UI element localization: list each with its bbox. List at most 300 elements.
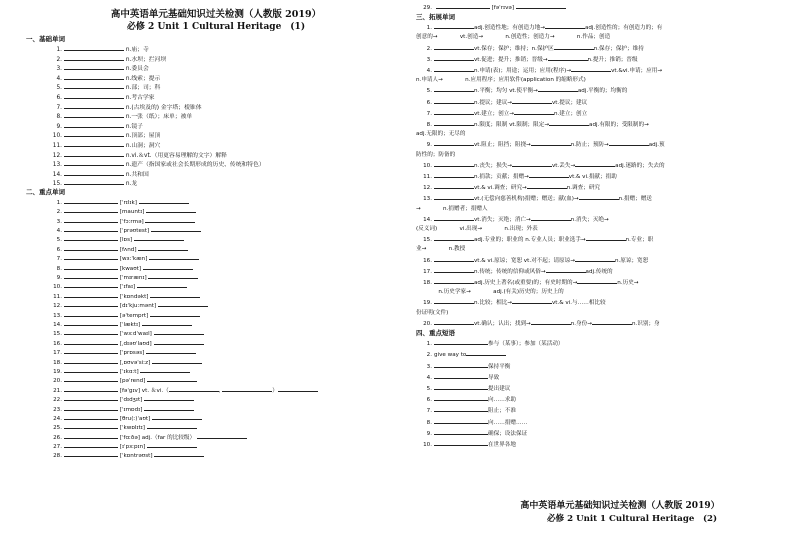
list-item [26, 310, 382, 319]
answer-blank[interactable] [64, 366, 118, 373]
answer-blank[interactable] [434, 193, 474, 200]
answer-blank[interactable] [512, 160, 552, 167]
answer-blank[interactable] [434, 43, 474, 50]
answer-blank[interactable] [146, 206, 196, 213]
answer-blank[interactable] [147, 422, 197, 429]
answer-blank[interactable] [531, 139, 571, 146]
answer-blank[interactable] [64, 394, 118, 401]
answer-blank[interactable] [434, 383, 488, 390]
clue-text: n.提升；推销；晋级 [587, 56, 638, 63]
item-number: 10. [423, 441, 432, 448]
item-number: 8. [56, 114, 62, 121]
answer-blank[interactable] [64, 169, 124, 176]
item-number: 14. [52, 171, 62, 178]
phrase-text: 向……求助 [488, 397, 516, 404]
answer-blank[interactable] [158, 300, 208, 307]
answer-blank[interactable] [434, 394, 488, 401]
item-number: 7. [56, 256, 62, 263]
item-number: 5. [426, 88, 432, 95]
list-item [416, 428, 782, 439]
answer-blank[interactable] [64, 291, 118, 298]
answer-blank[interactable] [434, 297, 474, 304]
item-number: 3. [426, 56, 432, 63]
answer-blank[interactable] [531, 318, 571, 325]
answer-blank[interactable] [144, 394, 194, 401]
phonetic: [ˈɪfaɪ] [119, 284, 136, 291]
clue-text: adj.有限的；受限制的→ [589, 122, 649, 129]
answer-blank[interactable] [548, 54, 588, 61]
answer-blank[interactable] [64, 338, 118, 345]
answer-blank[interactable] [64, 111, 124, 118]
answer-blank[interactable] [64, 244, 118, 251]
answer-blank[interactable] [152, 357, 202, 364]
item-number: 15. [52, 181, 62, 188]
answer-blank[interactable] [64, 102, 124, 109]
item-number: 5. [56, 85, 62, 92]
answer-blank[interactable] [64, 130, 124, 137]
definition-text: n.考古学家 [125, 94, 155, 101]
clue-text: n.调查；研究 [566, 185, 601, 192]
list-item [416, 439, 782, 450]
list-item [26, 244, 382, 253]
phrase-text: 保持平衡 [488, 363, 511, 370]
phrase-text: 参与（某事）；参加（某活动） [488, 341, 564, 348]
list-item [26, 347, 382, 356]
answer-blank[interactable] [64, 150, 124, 157]
clue-text: vt.消失；灭绝；消亡→ [474, 216, 531, 223]
answer-blank[interactable] [434, 171, 474, 178]
list-item-continuation: 防性的；防备的 [416, 151, 456, 158]
answer-blank[interactable] [514, 108, 554, 115]
clue-text: adj.专业的；职业的 n.专业人员；职业选手→ [474, 237, 586, 244]
answer-blank[interactable] [434, 54, 474, 61]
answer-blank[interactable] [545, 22, 585, 29]
answer-blank[interactable] [64, 63, 124, 70]
answer-blank[interactable] [64, 73, 124, 80]
answer-blank[interactable] [434, 318, 474, 325]
list-item [26, 234, 382, 243]
phonetic: [fʌnd] [119, 246, 137, 253]
definition-text: n.水坝；拦河坝 [125, 56, 167, 63]
clue-text: adj.创造性的；有创造力的；有 [584, 25, 663, 32]
list-item [26, 130, 382, 140]
list-item [416, 361, 782, 372]
list-item [26, 225, 382, 234]
item-number: 14. [53, 321, 62, 328]
answer-blank[interactable] [575, 255, 615, 262]
answer-blank[interactable] [434, 65, 474, 72]
phrase-text: give way to [434, 352, 467, 359]
list-item [26, 111, 382, 121]
answer-blank[interactable] [64, 432, 118, 439]
answer-blank[interactable] [139, 197, 189, 204]
answer-blank[interactable] [434, 85, 474, 92]
answer-blank[interactable] [466, 349, 506, 356]
answer-blank[interactable] [434, 22, 474, 29]
answer-blank[interactable] [516, 2, 566, 9]
answer-blank[interactable] [64, 121, 124, 128]
answer-blank[interactable] [64, 404, 118, 411]
phonetic: [ˈwɜːdˈwaɪl] [119, 331, 152, 338]
clue-text: adj.预 [648, 142, 665, 149]
answer-blank[interactable] [134, 234, 184, 241]
list-item [416, 65, 782, 76]
answer-blank[interactable] [149, 253, 199, 260]
answer-blank[interactable] [64, 178, 124, 185]
list-item [26, 169, 382, 179]
list-item-continuation: n.申请人→ n.应用程序；应用软件(application 的缩略形式) [416, 77, 586, 84]
clue-text: n.比较；相比→ [474, 300, 512, 307]
answer-blank[interactable] [154, 328, 204, 335]
answer-blank[interactable] [434, 338, 488, 345]
list-item [416, 383, 782, 394]
answer-blank[interactable] [138, 244, 188, 251]
definition-text: n.山洞；洞穴 [125, 142, 161, 149]
answer-blank[interactable] [144, 404, 194, 411]
answer-blank[interactable] [64, 54, 124, 61]
answer-blank[interactable] [64, 253, 118, 260]
answer-blank[interactable] [64, 197, 118, 204]
answer-blank[interactable] [434, 182, 474, 189]
item-number: 4. [426, 68, 432, 75]
list-item [416, 182, 782, 193]
answer-blank[interactable] [64, 272, 118, 279]
answer-blank[interactable] [434, 139, 474, 146]
clue-text: vt.建立；创立→ [474, 110, 514, 117]
item-number: 18. [423, 280, 432, 287]
item-number: 9. [56, 275, 62, 282]
clue-text: n.消失；灭绝→ [570, 216, 609, 223]
answer-blank[interactable] [434, 160, 474, 167]
clue-text: vt.丢失→ [551, 162, 576, 169]
item-number: 2. [56, 209, 62, 216]
list-item-continuation: 创意的→ vt.创造→ n.创造性；创造力→ n.作品；创造 [416, 34, 611, 41]
answer-blank[interactable] [434, 108, 474, 115]
answer-blank[interactable] [575, 160, 615, 167]
list-item [416, 139, 782, 150]
phonetic: [ˈkwɒlɪtɪ] [119, 425, 145, 432]
clue-text: vt.促进；提升；推销；晋级→ [474, 56, 548, 63]
answer-blank[interactable] [151, 225, 201, 232]
phrase-text: 确保；设法保证 [488, 430, 528, 437]
clue-text: n.申请(表)；用途；运用；应用(程序)→ [474, 68, 572, 75]
answer-blank[interactable] [538, 85, 578, 92]
phonetic: [θru(ː)ˈaʊt] [119, 415, 151, 422]
phonetic: [ˈprɒsəs] [119, 350, 145, 357]
answer-blank[interactable] [222, 385, 272, 392]
item-number: 13. [52, 162, 62, 169]
phonetic: [lɒs] [119, 237, 133, 244]
definition-text: n.共和国 [125, 171, 149, 178]
answer-blank[interactable] [64, 300, 118, 307]
item-number: 7. [56, 104, 62, 111]
definition-text: n.委员会 [125, 66, 149, 73]
footer-title: 高中英语单元基础知识过关检测（人教版 2019） [520, 501, 720, 511]
answer-blank[interactable] [571, 65, 611, 72]
clue-text: n.平衡；均匀 vt.使平衡→ [474, 88, 538, 95]
phonetic: [ˈɪmɒdɪ] [119, 406, 143, 413]
right-column [416, 2, 782, 450]
item-number: 10. [52, 133, 62, 140]
answer-blank[interactable] [140, 366, 190, 373]
phonetic: [fəˈgɪv] vt. ＆vi.（ [119, 387, 169, 394]
answer-blank[interactable] [64, 159, 124, 166]
clue-text: n.原谅；宽恕 [614, 257, 649, 264]
list-item [26, 63, 382, 73]
answer-blank[interactable] [512, 297, 552, 304]
item-number: 16. [423, 257, 432, 264]
item-number: 4. [56, 75, 62, 82]
item-29-list [416, 2, 782, 13]
list-item [416, 405, 782, 416]
answer-blank[interactable] [434, 428, 488, 435]
list-item [416, 318, 782, 329]
clue-text: adj.平衡的；均衡的 [577, 88, 628, 95]
item-number: 13. [53, 312, 62, 319]
answer-blank[interactable] [142, 319, 192, 326]
answer-blank[interactable] [434, 234, 474, 241]
list-item [416, 193, 782, 204]
list-item [26, 54, 382, 64]
answer-blank[interactable] [154, 338, 204, 345]
clue-text: vt.确认；认出；找到→ [474, 320, 531, 327]
list-item [26, 102, 382, 112]
answer-blank[interactable] [150, 310, 200, 317]
answer-blank[interactable] [64, 385, 118, 392]
phonetic: [ɪˈpɜːpɪn] [119, 444, 146, 451]
answer-blank[interactable] [434, 97, 474, 104]
item-number: 11. [52, 142, 62, 149]
clue-text: adj.迷路的；失去的 [615, 162, 665, 169]
list-item-continuation: 业→ n.教授 [416, 246, 466, 253]
answer-blank[interactable] [64, 319, 118, 326]
answer-blank[interactable] [64, 206, 118, 213]
item-number: 12. [53, 303, 62, 310]
answer-blank[interactable] [546, 266, 586, 273]
item-number: 4. [426, 374, 432, 381]
clue-text: n.捐赠；赠送 [618, 196, 652, 203]
extended-words-list [416, 22, 782, 329]
item-number: 11. [423, 174, 432, 181]
item-number: 10. [423, 162, 432, 169]
list-item [26, 422, 382, 431]
page-subtitle: 必修 2 Unit 1 Cultural Heritage (1) [126, 22, 306, 32]
phonetic: [wɜːˈkæn] [119, 256, 148, 263]
answer-blank[interactable] [434, 255, 474, 262]
definition-text: n.一张（纸）；床单；被单 [125, 114, 193, 121]
item-number: 4. [56, 228, 62, 235]
answer-blank[interactable] [64, 441, 118, 448]
item-number: 7. [426, 408, 432, 415]
phonetic: [ˈdɪdʒɪt] [119, 397, 143, 404]
item-number: 22. [53, 397, 62, 404]
list-item [416, 277, 782, 288]
item-number: 2. [426, 45, 432, 52]
answer-blank[interactable] [434, 417, 488, 424]
item-number: 8. [426, 419, 432, 426]
answer-blank[interactable] [64, 450, 118, 457]
clue-text: adj.历史上著名(或重要)的；有史时期的→ [474, 280, 578, 287]
definition-text: n.线索；提示 [125, 75, 161, 82]
list-item [26, 357, 382, 366]
item-number: 12. [52, 152, 62, 159]
list-item [416, 214, 782, 225]
section-key-phrases-heading: 四、重点短语 [416, 329, 455, 338]
answer-blank[interactable] [586, 234, 626, 241]
answer-blank[interactable] [64, 216, 118, 223]
phonetic: [əˈtemprt] [119, 312, 149, 319]
list-item [26, 140, 382, 150]
answer-blank[interactable] [434, 361, 488, 368]
key-words-list [26, 197, 382, 460]
answer-blank[interactable] [64, 140, 124, 147]
answer-blank[interactable] [146, 347, 196, 354]
clue-text: adj.传统的 [585, 268, 613, 275]
answer-blank[interactable] [64, 281, 118, 288]
answer-blank[interactable] [145, 216, 195, 223]
item-number: 29. [423, 5, 432, 11]
list-item [26, 44, 382, 54]
answer-blank[interactable] [152, 413, 202, 420]
section-basic-words-heading: 一、基础单词 [26, 35, 65, 43]
list-item [26, 394, 382, 403]
item-number: 15. [423, 237, 432, 244]
phonetic: [fəˈrɪvə] [491, 5, 515, 11]
answer-blank[interactable] [64, 92, 124, 99]
clue-text: vt.(无偿向慈善机构)捐赠；赠送；献(血)→ [474, 196, 579, 203]
phonetic: [mauntɪ] [119, 209, 145, 216]
phonetic: [pəˈrend] [119, 378, 146, 385]
phonetic: [ˈkɒndəkt] [119, 293, 149, 300]
phonetic: [ˌdɪəʊˈlaʊd] [119, 340, 152, 347]
answer-blank[interactable] [169, 385, 219, 392]
answer-blank[interactable] [64, 328, 118, 335]
clue-text: vt.& vi.与……相比较 [551, 300, 606, 307]
clue-text: n.专业；职 [625, 237, 654, 244]
answer-blank[interactable] [64, 310, 118, 317]
key-phrases-list [416, 338, 782, 450]
phonetic: [ˈprəʊtest] [119, 228, 150, 235]
answer-blank[interactable] [531, 214, 571, 221]
answer-blank[interactable] [554, 43, 594, 50]
phrase-text: 阻止；不准 [488, 408, 516, 415]
answer-blank[interactable] [278, 385, 318, 392]
answer-blank[interactable] [64, 82, 124, 89]
answer-blank[interactable] [150, 291, 200, 298]
list-item [26, 92, 382, 102]
list-item [416, 349, 782, 360]
answer-blank[interactable] [592, 318, 632, 325]
list-item [416, 372, 782, 383]
answer-blank[interactable] [154, 450, 204, 457]
list-item [26, 253, 382, 262]
list-item [26, 432, 382, 441]
answer-blank[interactable] [137, 281, 187, 288]
phonetic: [ˈfɔːrmə] [119, 218, 144, 225]
phonetic: [ˈrɪlɪk] [119, 199, 137, 206]
list-item [416, 108, 782, 119]
clue-text: vt.提议；建议 [551, 99, 588, 106]
list-item [416, 266, 782, 277]
list-item [26, 404, 382, 413]
answer-blank[interactable] [64, 413, 118, 420]
footer-subtitle: 必修 2 Unit 1 Cultural Heritage (2) [546, 514, 718, 524]
item-number: 1. [426, 341, 432, 348]
answer-blank[interactable] [436, 2, 490, 9]
answer-blank[interactable] [64, 347, 118, 354]
phonetic: [ˈlæktɪ] [119, 321, 141, 328]
answer-blank[interactable] [434, 214, 474, 221]
answer-blank[interactable] [609, 139, 649, 146]
phrase-text: 导致 [488, 374, 500, 381]
answer-blank[interactable] [579, 193, 619, 200]
item-number: 11. [53, 293, 62, 300]
list-item [26, 291, 382, 300]
answer-blank[interactable] [527, 182, 567, 189]
answer-blank[interactable] [434, 439, 488, 446]
item-number: 27. [53, 444, 62, 451]
answer-blank[interactable] [143, 263, 193, 270]
phonetic: [dɪˈkjuːmənt] [119, 303, 157, 310]
list-item [416, 54, 782, 65]
list-item [26, 73, 382, 83]
item-number: 20. [423, 320, 432, 327]
item-number: 10. [53, 284, 62, 291]
answer-blank[interactable] [549, 119, 589, 126]
phonetic: [ˈmɪrænɪ] [119, 275, 147, 282]
item-number: 3. [56, 218, 62, 225]
list-item [416, 43, 782, 54]
answer-blank[interactable] [197, 432, 247, 439]
answer-blank[interactable] [434, 266, 474, 273]
answer-blank[interactable] [434, 372, 488, 379]
answer-blank[interactable] [577, 277, 617, 284]
answer-blank[interactable] [434, 119, 474, 126]
answer-blank[interactable] [148, 272, 198, 279]
list-item: 21. [fəˈgɪv] vt. ＆vi.（ , ） [26, 385, 382, 394]
item-number: 19. [423, 300, 432, 307]
list-item-continuation: n.历史学家→ adj.(有关)历史的；历史上的 [416, 289, 564, 296]
answer-blank[interactable] [147, 375, 197, 382]
answer-blank[interactable] [64, 375, 118, 382]
clue-text: vt.& vi.调查；研究→ [474, 185, 527, 192]
list-item-continuation: → n.捐赠者；捐赠人 [416, 205, 488, 212]
answer-blank[interactable] [64, 422, 118, 429]
answer-blank[interactable] [434, 405, 488, 412]
item-number: 16. [53, 340, 62, 347]
answer-blank[interactable] [64, 234, 118, 241]
item-number: 1. [56, 47, 62, 53]
answer-blank[interactable] [147, 441, 197, 448]
answer-blank[interactable] [64, 357, 118, 364]
list-item [26, 178, 382, 188]
item-number: 1. [426, 25, 432, 32]
answer-blank[interactable] [529, 171, 569, 178]
item-number: 24. [53, 415, 62, 422]
item-number: 13. [423, 196, 432, 203]
basic-words-list [26, 44, 382, 188]
answer-blank[interactable] [434, 277, 474, 284]
answer-blank[interactable] [64, 44, 124, 51]
item-number: 28. [53, 453, 62, 460]
answer-blank[interactable] [512, 97, 552, 104]
definition-text: n.顶部；屋顶 [125, 133, 161, 140]
clue-text: vt.阻止；阻挡；阻挠→ [474, 142, 531, 149]
next-page-title-block [470, 500, 770, 526]
answer-blank[interactable] [64, 263, 118, 270]
list-item [26, 366, 382, 375]
answer-blank[interactable] [64, 225, 118, 232]
